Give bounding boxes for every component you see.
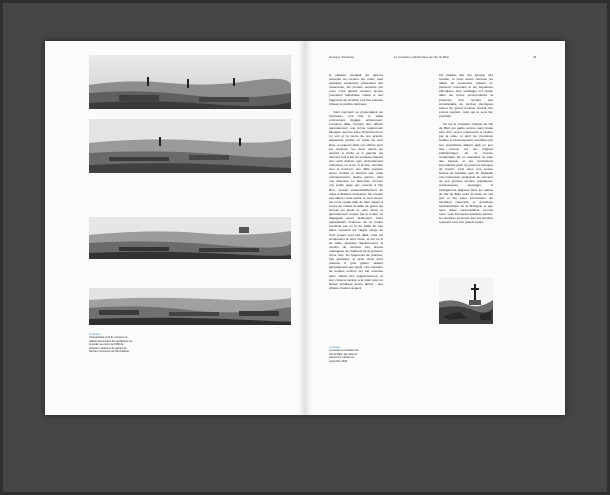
photo-excavation-2: [89, 119, 291, 173]
page-number: 39: [533, 55, 537, 59]
right-photo-caption: [329, 346, 359, 363]
right-caption-text: La tombe au cimetière de l'île de Batz, peu dans le travers d'un dessin en novembre 1926.: [329, 349, 359, 363]
left-page: [45, 41, 305, 415]
left-caption-label: Ci-dessus: [89, 333, 101, 336]
paragraph: Tel est le cimetière celtique de l'île de Batz qui garde encore sans doute plus d'un secret intéressant à révéler par la suite, et dont les premières fouilles si heureusement conduites par son propriétaire attirent déjà un jour très curieux sur les origines préhistoriques de la France occidentale. Et en attendant la suite des travaux, et les conclusions importantes qu'ils ne pourront manquer de fournir, c'est avec une bonne fortune de travailler avec M. Debaelle une impression poignante au souvenir de ces grosses tombes granitiques, romanesques, sauvages, si étrangement alignées dans les sables de l'île de Batz entre la lande du ciel gris et les eaux écumeuses qui semblent l'éternelle et grandiose caractéristique de la Bretagne et que sans doute contemplaient comme nous, voici tremeçant quarante siècles, les ancêtres inconnus dont les cendres reposent sous ces grands épars.: [439, 122, 493, 225]
photo-excavation-4: [89, 288, 291, 325]
right-caption-label: Ci-dessus: [329, 346, 341, 349]
photo-tomb-cross: [439, 278, 493, 324]
left-photo-caption: [89, 333, 133, 353]
right-page: [305, 41, 565, 415]
left-caption-text: Cinquantaine près du moment où débute des années du néolithique sur le terrain au cours de 1956 de plusieurs mètres et de parties de l'ancien monument de l'île Aubibas.: [89, 336, 133, 354]
photo-excavation-1: [89, 55, 291, 109]
running-head-author: Georges Toutlouse: [329, 55, 355, 59]
text-column-2: [439, 73, 493, 228]
photo-excavation-3: [89, 217, 291, 259]
text-column-1: [329, 73, 383, 294]
paragraph: Voici comment se présentaient les tombeaux, une fois le sable environnant dégagé entièrement. L'énorme dalle, formant dos, affecte généralement une forme légèrement allongée, aucune trace d'instrument ne s'y voit et la pierre de ces granits, dépassant parfois un poids de cent kilos, a toujours défié nos efforts pour les soulever, les deux parois de support à droite et à gauche qui donnent tout à fait au tombeau l'aspect d'un petit dolmen sont profondément enfoncées en terre. À la tête, orientée vers le nord-est, une dalle massive ferme l'entrée et derrière elle, mais extérieurement, quatre pierres, dont une disposée en plan-cher, forment une petite auge qui, ouverte à l'air libre, servait vraisemblablement de fosse à libations funéraires. Ne voulant pas abîmer cette partie, le seul moyen qui nous restait était de faire sauter à coups de masse la dalle de granit qui fermait les pieds et, plus mince et généralement rongée par le temps, se dégageait assez facilement. Alors apparaissait l'intérieur de la tombe constitué par un lit de sable fin très blanc reposant sur l'argile vierge du fond, lequel n'est pas dallé, mais est simplement la terre brute, et sur ce lit de sable, épandue régulièrement, la couche de cendres très ténues mélangées de charbons de la grosseur d'une noix, les fragments de poteries, très grossière, et lame d'une terre poreuse à gros grains, étaient généralement aux pieds. Une trentaine de tombes environ ont été ouvertes ainsi, vidées très soigneusement, et leur contenu tamisé à la main pour ne laisser échapper aucun débris ; une dizaine d'autres avaient: [329, 109, 383, 290]
running-head-title: Le cimetière préhistorique de l'île de Batz: [394, 55, 449, 59]
book-spread: [45, 41, 565, 415]
paragraph: le cadavre occupait les genoux ramenés au menton. En outre, seuf quelques exceptions présentant des ossements, les tombes ouvertes par nous n'ont jamais contenu qu'une poussière blanchâtre mêlée à des fragments de charbon et à des poteries brisées et parfois calcinées.: [329, 73, 383, 106]
paragraph: été visitées dès une époque très reculée, et nous avons retrouvé les dalles de couverture brisées en plusieurs morceaux et les sépultures effondrées. Des sondages ont révélé dans les terres environnantes la présence d'un nombre très considérable de tombes identiques autour du grand tumulus central non encore exploré, mais qui le sera l'an prochain.: [439, 73, 493, 118]
